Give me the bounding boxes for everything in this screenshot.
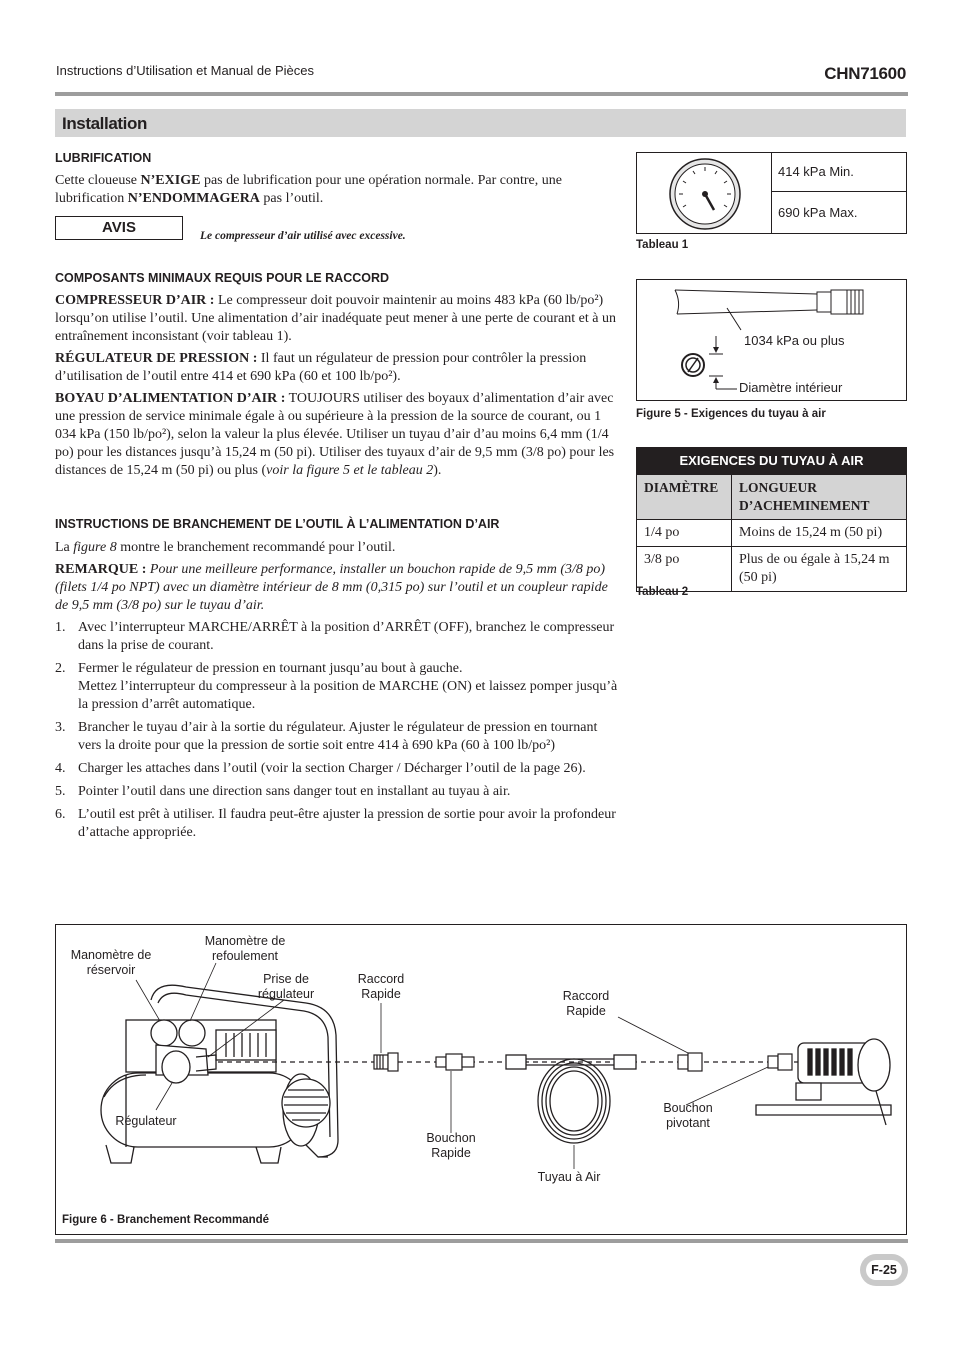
connection-diagram	[56, 925, 906, 1234]
list-item: 2. Fermer le régulateur de pression en tournant jusqu’au bout à gauche. Mettez l’interrupteur du compresseur à la position de MARCHE (ON) et laissez pomper jusqu’à la pression d’arrêt automatique.	[55, 661, 618, 712]
manometre-refoulement-label: Manomètre de refoulement	[204, 934, 286, 963]
tuyau-air-label: Tuyau à Air	[537, 1170, 601, 1184]
figure-5-caption: Figure 5 - Exigences du tuyau à air	[636, 408, 826, 420]
lubrification-heading: LUBRIFICATION	[55, 151, 152, 165]
top-divider	[55, 92, 908, 96]
pressure-gauge-icon	[667, 157, 743, 231]
figure-5-diameter-label: Diamètre intérieur	[739, 380, 843, 395]
page-number-badge	[860, 1254, 908, 1286]
figure-5-pressure-label: 1034 kPa ou plus	[744, 333, 845, 348]
tableau-1-caption: Tableau 1	[636, 239, 689, 251]
raccord-rapide-1-label: Raccord Rapide	[357, 972, 405, 1001]
tableau-2-caption: Tableau 2	[636, 586, 689, 598]
branchement-text	[55, 539, 618, 847]
boyau-paragraph: BOYAU D’ALIMENTATION D’AIR : TOUJOURS utiliser des boyaux d’alimentation d’air avec une pression de service minimale égale à ou supérieure à la pression de la source de courant, ou 1 034 kPa (150 lb/po²), selon la valeur la plus élevée. Utiliser un tuyau d’air d’au moins 6,4 mm (1/4 po) pour les distances jusqu’à 15,24 m (50 pi). Utiliser des tuyaux d’air de 9,5 mm (3/8 po) pour les distances de 15,24 m (50 pi) ou plus (voir la figure 5 et le tableau 2).	[55, 391, 615, 478]
avis-text: Le compresseur d’air utilisé avec excessive.	[200, 230, 406, 242]
bouchon-pivotant-label: Bouchon pivotant	[663, 1101, 713, 1130]
list-item: 1. Avec l’interrupteur MARCHE/ARRÊT à la position d’ARRÊT (OFF), branchez le compresseur dans la prise de courant.	[55, 620, 615, 653]
table-cell: 3/8 po	[637, 547, 732, 592]
avis-badge: AVIS	[55, 216, 183, 240]
remarque-paragraph: REMARQUE : Pour une meilleure performance, installer un bouchon rapide de 9,5 mm (3/8 po) (filets 1/4 po NPT) avec un diamètre intérieur de 8 mm (0,315 po) sur l’outil et un coupleur rapide de 9,5 mm (3/8 po) sur le tuyau d’air.	[55, 562, 608, 613]
table-row	[637, 547, 907, 592]
composants-text	[55, 292, 618, 480]
page-number: F-25	[866, 1260, 902, 1280]
steps-list	[55, 619, 618, 842]
tableau-2-col-longueur: LONGUEUR D’ACHEMINEMENT	[732, 475, 907, 520]
regulateur-paragraph: RÉGULATEUR DE PRESSION : Il faut un régulateur de pression pour contrôler la pression d’utilisation de l’outil entre 414 et 690 kPa (60 et 100 lb/po²).	[55, 351, 587, 384]
composants-heading: COMPOSANTS MINIMAUX REQUIS POUR LE RACCORD	[55, 271, 390, 285]
table-cell: Moins de 15,24 m (50 pi)	[732, 520, 907, 547]
list-item: 5. Pointer l’outil dans une direction sans danger tout en installant au tuyau à air.	[55, 784, 511, 799]
section-bar	[55, 109, 906, 137]
list-item: 4. Charger les attaches dans l’outil (voir la section Charger / Décharger l’outil de la page 26).	[55, 761, 586, 776]
bouchon-rapide-label: Bouchon Rapide	[426, 1131, 476, 1160]
tableau-2-col-diametre: DIAMÈTRE	[637, 475, 732, 520]
prise-regulateur-label: Prise de régulateur	[257, 972, 315, 1001]
tableau-2	[636, 447, 907, 592]
regulateur-label: Régulateur	[115, 1114, 177, 1128]
table-cell: 1/4 po	[637, 520, 732, 547]
table-cell: Plus de ou égale à 15,24 m (50 pi)	[732, 547, 907, 592]
figure-5	[636, 279, 907, 401]
tableau-1	[636, 152, 907, 234]
header-manual-title: Instructions d’Utilisation et Manual de Pièces	[56, 63, 314, 78]
list-item: 3. Brancher le tuyau d’air à la sortie du régulateur. Ajuster le régulateur de pression en tournant vers la droite pour que la pression de sortie soit entre 414 à 690 kPa (60 à 100 lb/po²)	[55, 720, 598, 753]
tableau-2-title: EXIGENCES DU TUYAU À AIR	[637, 448, 907, 475]
figure-6-caption: Figure 6 - Branchement Recommandé	[62, 1214, 270, 1226]
header-model-number: CHN71600	[824, 64, 906, 83]
tableau-1-max: 690 kPa Max.	[778, 205, 858, 220]
list-item: 6. L’outil est prêt à utiliser. Il faudra peut-être ajuster la pression de sortie pour avoir la profondeur d’attache appropriée.	[55, 807, 616, 840]
bottom-divider	[55, 1239, 908, 1243]
lubrification-paragraph: Cette cloueuse N’EXIGE pas de lubrification pour une opération normale. Par contre, une lubrification N’ENDOMMAGERA pas l’outil.	[55, 173, 562, 206]
manometre-reservoir-label: Manomètre de réservoir	[70, 948, 152, 977]
raccord-rapide-2-label: Raccord Rapide	[562, 989, 610, 1018]
section-title: Installation	[62, 114, 147, 133]
branchement-intro: La figure 8 montre le branchement recommandé pour l’outil.	[55, 540, 396, 555]
table-row	[637, 520, 907, 547]
tableau-1-divider	[771, 153, 772, 233]
branchement-heading: INSTRUCTIONS DE BRANCHEMENT DE L’OUTIL À L’ALIMENTATION D’AIR	[55, 517, 500, 531]
figure-6	[55, 924, 907, 1235]
tableau-1-row-divider	[772, 191, 906, 192]
compresseur-paragraph: COMPRESSEUR D’AIR : Le compresseur doit pouvoir maintenir au moins 483 kPa (60 lb/po²) lorsqu’on utilise l’outil. Une alimentation d’air inadéquate peut mener à une perte de courant et à un entraînement inconsistant (voir tableau 1).	[55, 293, 616, 344]
tableau-1-min: 414 kPa Min.	[778, 164, 854, 179]
